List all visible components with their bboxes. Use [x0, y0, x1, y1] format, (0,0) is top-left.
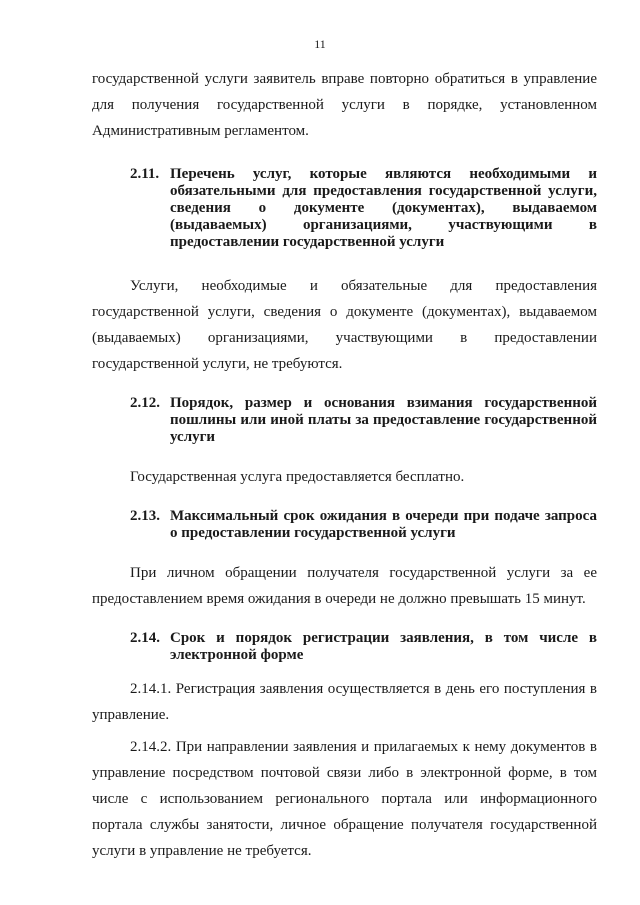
page-number: 11 — [314, 37, 326, 51]
section-2-11-heading — [130, 166, 597, 251]
section-title: Срок и порядок регистрации заявления, в том числе в электронной форме — [170, 630, 597, 663]
section-2-12-paragraph: Государственная услуга предоставляется бесплатно. — [130, 469, 465, 485]
section-number: 2.12. — [130, 395, 160, 411]
section-2-13-paragraph: При личном обращении получателя государственной услуги за ее предоставлением время ожидания в очереди не должно превышать 15 минут. — [92, 565, 597, 607]
section-2-13-heading — [130, 508, 597, 542]
section-2-12-heading — [130, 395, 597, 446]
section-title: Максимальный срок ожидания в очереди при подаче запроса о предоставлении государственной услуги — [170, 508, 597, 541]
paragraph-2-14-2: 2.14.2. При направлении заявления и прилагаемых к нему документов в управление посредством почтовой связи либо в электронной форме, в том числе с использованием регионального портала или информационного портала службы занятости, личное обращение получателя государственной услуги в управление не требуется. — [92, 739, 597, 859]
section-2-14-heading — [130, 630, 597, 664]
section-title: Перечень услуг, которые являются необходимыми и обязательными для предоставления государственной услуги, сведения о документе (документах), выдаваемом (выдаваемых) организациями, участвующими в предоставлении государственной услуги — [170, 166, 597, 250]
section-number: 2.11. — [130, 166, 160, 182]
section-number: 2.13. — [130, 508, 160, 524]
section-2-11-paragraph: Услуги, необходимые и обязательные для предоставления государственной услуги, сведения о документе (документах), выдаваемом (выдаваемых) организациями, участвующими в предоставлении государственной услуги, не требуются. — [92, 278, 597, 372]
paragraph-2-14-1: 2.14.1. Регистрация заявления осуществляется в день его поступления в управление. — [92, 681, 597, 723]
document-body — [92, 66, 597, 864]
intro-paragraph: государственной услуги заявитель вправе повторно обратиться в управление для получения государственной услуги в порядке, установленном Административным регламентом. — [92, 71, 597, 139]
section-title: Порядок, размер и основания взимания государственной пошлины или иной платы за предоставление государственной услуги — [170, 395, 597, 445]
section-number: 2.14. — [130, 630, 160, 646]
